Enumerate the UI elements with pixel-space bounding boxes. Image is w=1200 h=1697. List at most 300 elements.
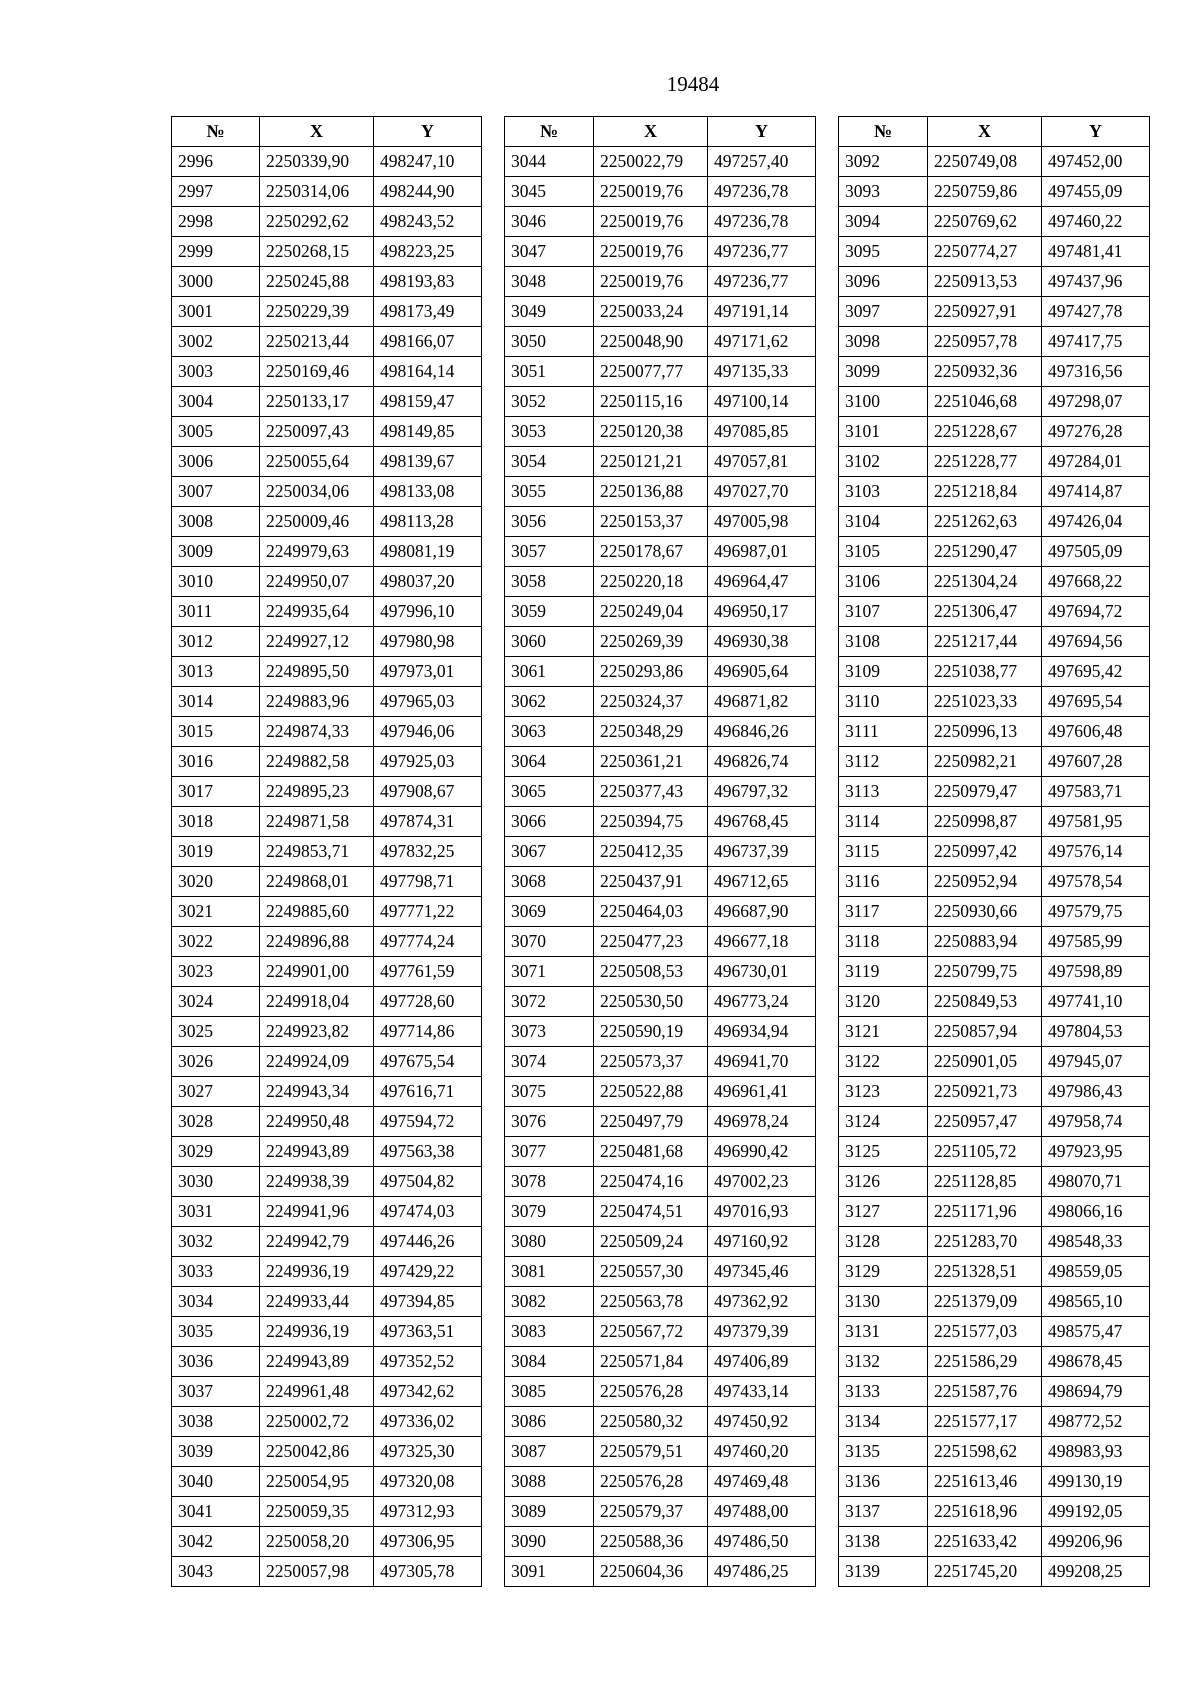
y-coordinate-cell: 497694,72 (1042, 597, 1150, 627)
y-coordinate-cell: 497455,09 (1042, 177, 1150, 207)
table-row (505, 417, 816, 447)
y-coordinate-cell: 497486,50 (708, 1527, 816, 1557)
y-coordinate-cell: 496730,01 (708, 957, 816, 987)
point-number-cell: 3088 (505, 1467, 594, 1497)
point-number-cell: 3046 (505, 207, 594, 237)
point-number-cell: 3049 (505, 297, 594, 327)
table-row (839, 177, 1150, 207)
table-row (172, 1227, 482, 1257)
x-coordinate-cell: 2250481,68 (594, 1137, 708, 1167)
point-number-cell: 3136 (839, 1467, 928, 1497)
point-number-cell: 3031 (172, 1197, 260, 1227)
table-row (505, 1437, 816, 1467)
table-row (505, 807, 816, 837)
x-coordinate-cell: 2250019,76 (594, 177, 708, 207)
point-number-cell: 3107 (839, 597, 928, 627)
point-number-cell: 3055 (505, 477, 594, 507)
y-coordinate-cell: 496737,39 (708, 837, 816, 867)
y-coordinate-cell: 496687,90 (708, 897, 816, 927)
y-coordinate-cell: 497100,14 (708, 387, 816, 417)
point-number-cell: 3061 (505, 657, 594, 687)
table-row (839, 897, 1150, 927)
table-row (839, 297, 1150, 327)
table-row (839, 717, 1150, 747)
point-number-cell: 3108 (839, 627, 928, 657)
point-number-cell: 3056 (505, 507, 594, 537)
point-number-cell: 3006 (172, 447, 260, 477)
table-row (505, 1557, 816, 1587)
x-coordinate-cell: 2251290,47 (928, 537, 1042, 567)
y-coordinate-cell: 497452,00 (1042, 147, 1150, 177)
x-coordinate-cell: 2250952,94 (928, 867, 1042, 897)
x-coordinate-cell: 2250022,79 (594, 147, 708, 177)
y-coordinate-cell: 499206,96 (1042, 1527, 1150, 1557)
coordinates-table-1 (171, 116, 482, 1587)
y-coordinate-cell: 497236,78 (708, 177, 816, 207)
point-number-cell: 3029 (172, 1137, 260, 1167)
table-row (172, 957, 482, 987)
table-row (505, 147, 816, 177)
column-header-number: № (505, 117, 594, 147)
table-row (172, 1257, 482, 1287)
x-coordinate-cell: 2250576,28 (594, 1467, 708, 1497)
table-row (839, 1317, 1150, 1347)
table-row (172, 147, 482, 177)
x-coordinate-cell: 2250245,88 (260, 267, 374, 297)
x-coordinate-cell: 2250573,37 (594, 1047, 708, 1077)
y-coordinate-cell: 497486,25 (708, 1557, 816, 1587)
table-row (839, 567, 1150, 597)
point-number-cell: 3074 (505, 1047, 594, 1077)
table-row (172, 1497, 482, 1527)
x-coordinate-cell: 2249918,04 (260, 987, 374, 1017)
table-row (172, 297, 482, 327)
point-number-cell: 3133 (839, 1377, 928, 1407)
point-number-cell: 3091 (505, 1557, 594, 1587)
point-number-cell: 3045 (505, 177, 594, 207)
x-coordinate-cell: 2250474,51 (594, 1197, 708, 1227)
point-number-cell: 3120 (839, 987, 928, 1017)
table-row (172, 1317, 482, 1347)
point-number-cell: 3034 (172, 1287, 260, 1317)
y-coordinate-cell: 498070,71 (1042, 1167, 1150, 1197)
x-coordinate-cell: 2249943,89 (260, 1347, 374, 1377)
point-number-cell: 3062 (505, 687, 594, 717)
point-number-cell: 3009 (172, 537, 260, 567)
point-number-cell: 3079 (505, 1197, 594, 1227)
table-row (505, 627, 816, 657)
x-coordinate-cell: 2250019,76 (594, 267, 708, 297)
header-row (505, 117, 816, 147)
point-number-cell: 3124 (839, 1107, 928, 1137)
table-row (839, 1227, 1150, 1257)
x-coordinate-cell: 2249936,19 (260, 1317, 374, 1347)
table-row (505, 207, 816, 237)
point-number-cell: 3022 (172, 927, 260, 957)
x-coordinate-cell: 2251046,68 (928, 387, 1042, 417)
table-row (505, 927, 816, 957)
table-row (505, 987, 816, 1017)
y-coordinate-cell: 498164,14 (374, 357, 482, 387)
header-row (172, 117, 482, 147)
x-coordinate-cell: 2250997,42 (928, 837, 1042, 867)
x-coordinate-cell: 2250178,67 (594, 537, 708, 567)
point-number-cell: 3017 (172, 777, 260, 807)
y-coordinate-cell: 497695,42 (1042, 657, 1150, 687)
point-number-cell: 3109 (839, 657, 928, 687)
y-coordinate-cell: 497488,00 (708, 1497, 816, 1527)
table-row (505, 1527, 816, 1557)
point-number-cell: 3059 (505, 597, 594, 627)
x-coordinate-cell: 2250292,62 (260, 207, 374, 237)
x-coordinate-cell: 2250412,35 (594, 837, 708, 867)
y-coordinate-cell: 497236,78 (708, 207, 816, 237)
y-coordinate-cell: 497675,54 (374, 1047, 482, 1077)
point-number-cell: 3013 (172, 657, 260, 687)
point-number-cell: 3075 (505, 1077, 594, 1107)
y-coordinate-cell: 497504,82 (374, 1167, 482, 1197)
table-row (839, 1167, 1150, 1197)
y-coordinate-cell: 498149,85 (374, 417, 482, 447)
table-row (172, 1137, 482, 1167)
column-header-x: X (594, 117, 708, 147)
table-row (839, 807, 1150, 837)
point-number-cell: 3018 (172, 807, 260, 837)
x-coordinate-cell: 2250530,50 (594, 987, 708, 1017)
point-number-cell: 3008 (172, 507, 260, 537)
table-row (505, 597, 816, 627)
point-number-cell: 3039 (172, 1437, 260, 1467)
y-coordinate-cell: 497446,26 (374, 1227, 482, 1257)
point-number-cell: 3038 (172, 1407, 260, 1437)
table-row (505, 357, 816, 387)
y-coordinate-cell: 497583,71 (1042, 777, 1150, 807)
y-coordinate-cell: 497085,85 (708, 417, 816, 447)
point-number-cell: 3100 (839, 387, 928, 417)
point-number-cell: 2996 (172, 147, 260, 177)
table-row (172, 537, 482, 567)
x-coordinate-cell: 2250957,47 (928, 1107, 1042, 1137)
page-number: 19484 (666, 72, 720, 96)
point-number-cell: 3060 (505, 627, 594, 657)
table-row (839, 987, 1150, 1017)
y-coordinate-cell: 499130,19 (1042, 1467, 1150, 1497)
y-coordinate-cell: 496987,01 (708, 537, 816, 567)
y-coordinate-cell: 496797,32 (708, 777, 816, 807)
x-coordinate-cell: 2251328,51 (928, 1257, 1042, 1287)
y-coordinate-cell: 498244,90 (374, 177, 482, 207)
y-coordinate-cell: 497362,92 (708, 1287, 816, 1317)
x-coordinate-cell: 2250464,03 (594, 897, 708, 927)
x-coordinate-cell: 2250437,91 (594, 867, 708, 897)
column-header-y: Y (708, 117, 816, 147)
point-number-cell: 3043 (172, 1557, 260, 1587)
table-row (839, 1197, 1150, 1227)
table-row (505, 867, 816, 897)
point-number-cell: 3042 (172, 1527, 260, 1557)
x-coordinate-cell: 2249927,12 (260, 627, 374, 657)
y-coordinate-cell: 498694,79 (1042, 1377, 1150, 1407)
table-row (505, 1077, 816, 1107)
y-coordinate-cell: 497426,04 (1042, 507, 1150, 537)
table-row (172, 417, 482, 447)
x-coordinate-cell: 2251587,76 (928, 1377, 1042, 1407)
y-coordinate-cell: 496773,24 (708, 987, 816, 1017)
point-number-cell: 3024 (172, 987, 260, 1017)
table-row (505, 897, 816, 927)
point-number-cell: 3086 (505, 1407, 594, 1437)
table-row (505, 297, 816, 327)
point-number-cell: 3139 (839, 1557, 928, 1587)
x-coordinate-cell: 2250293,86 (594, 657, 708, 687)
y-coordinate-cell: 498678,45 (1042, 1347, 1150, 1377)
point-number-cell: 3073 (505, 1017, 594, 1047)
table-row (172, 267, 482, 297)
x-coordinate-cell: 2251633,42 (928, 1527, 1042, 1557)
y-coordinate-cell: 497191,14 (708, 297, 816, 327)
table-row (839, 1047, 1150, 1077)
point-number-cell: 3097 (839, 297, 928, 327)
point-number-cell: 3111 (839, 717, 928, 747)
x-coordinate-cell: 2251379,09 (928, 1287, 1042, 1317)
point-number-cell: 3138 (839, 1527, 928, 1557)
point-number-cell: 3092 (839, 147, 928, 177)
x-coordinate-cell: 2249883,96 (260, 687, 374, 717)
x-coordinate-cell: 2250269,39 (594, 627, 708, 657)
point-number-cell: 3025 (172, 1017, 260, 1047)
y-coordinate-cell: 498133,08 (374, 477, 482, 507)
table-row (172, 207, 482, 237)
y-coordinate-cell: 497581,95 (1042, 807, 1150, 837)
x-coordinate-cell: 2250557,30 (594, 1257, 708, 1287)
table-row (172, 627, 482, 657)
x-coordinate-cell: 2250153,37 (594, 507, 708, 537)
point-number-cell: 3026 (172, 1047, 260, 1077)
y-coordinate-cell: 496950,17 (708, 597, 816, 627)
y-coordinate-cell: 498159,47 (374, 387, 482, 417)
table-row (839, 237, 1150, 267)
point-number-cell: 3007 (172, 477, 260, 507)
point-number-cell: 3051 (505, 357, 594, 387)
table-row (172, 897, 482, 927)
table-row (839, 507, 1150, 537)
point-number-cell: 3019 (172, 837, 260, 867)
x-coordinate-cell: 2249895,23 (260, 777, 374, 807)
table-row (172, 1557, 482, 1587)
y-coordinate-cell: 498223,25 (374, 237, 482, 267)
y-coordinate-cell: 497585,99 (1042, 927, 1150, 957)
point-number-cell: 3052 (505, 387, 594, 417)
x-coordinate-cell: 2250579,51 (594, 1437, 708, 1467)
x-coordinate-cell: 2250571,84 (594, 1347, 708, 1377)
point-number-cell: 3035 (172, 1317, 260, 1347)
table-row (505, 957, 816, 987)
table-row (172, 1347, 482, 1377)
y-coordinate-cell: 497057,81 (708, 447, 816, 477)
table-row (172, 1527, 482, 1557)
x-coordinate-cell: 2250019,76 (594, 237, 708, 267)
table-row (839, 477, 1150, 507)
table-row (172, 1197, 482, 1227)
x-coordinate-cell: 2250579,37 (594, 1497, 708, 1527)
point-number-cell: 3057 (505, 537, 594, 567)
x-coordinate-cell: 2249979,63 (260, 537, 374, 567)
y-coordinate-cell: 497694,56 (1042, 627, 1150, 657)
table-row (505, 747, 816, 777)
x-coordinate-cell: 2250055,64 (260, 447, 374, 477)
y-coordinate-cell: 497236,77 (708, 237, 816, 267)
x-coordinate-cell: 2250169,46 (260, 357, 374, 387)
y-coordinate-cell: 497316,56 (1042, 357, 1150, 387)
point-number-cell: 3070 (505, 927, 594, 957)
point-number-cell: 3131 (839, 1317, 928, 1347)
table-row (505, 1167, 816, 1197)
x-coordinate-cell: 2250048,90 (594, 327, 708, 357)
x-coordinate-cell: 2251228,67 (928, 417, 1042, 447)
point-number-cell: 3105 (839, 537, 928, 567)
table-row (839, 1377, 1150, 1407)
x-coordinate-cell: 2249961,48 (260, 1377, 374, 1407)
point-number-cell: 3114 (839, 807, 928, 837)
y-coordinate-cell: 497606,48 (1042, 717, 1150, 747)
x-coordinate-cell: 2251586,29 (928, 1347, 1042, 1377)
point-number-cell: 3102 (839, 447, 928, 477)
table-row (839, 1527, 1150, 1557)
x-coordinate-cell: 2251306,47 (928, 597, 1042, 627)
y-coordinate-cell: 496964,47 (708, 567, 816, 597)
y-coordinate-cell: 497474,03 (374, 1197, 482, 1227)
x-coordinate-cell: 2250042,86 (260, 1437, 374, 1467)
x-coordinate-cell: 2250033,24 (594, 297, 708, 327)
coordinates-table-2 (504, 116, 816, 1587)
y-coordinate-cell: 496978,24 (708, 1107, 816, 1137)
table-row (505, 1347, 816, 1377)
x-coordinate-cell: 2250927,91 (928, 297, 1042, 327)
table-row (839, 417, 1150, 447)
point-number-cell: 3015 (172, 717, 260, 747)
x-coordinate-cell: 2249943,89 (260, 1137, 374, 1167)
table-row (505, 1257, 816, 1287)
point-number-cell: 3002 (172, 327, 260, 357)
y-coordinate-cell: 497607,28 (1042, 747, 1150, 777)
x-coordinate-cell: 2251618,96 (928, 1497, 1042, 1527)
y-coordinate-cell: 497563,38 (374, 1137, 482, 1167)
x-coordinate-cell: 2250034,06 (260, 477, 374, 507)
x-coordinate-cell: 2250229,39 (260, 297, 374, 327)
table-row (172, 927, 482, 957)
point-number-cell: 3132 (839, 1347, 928, 1377)
y-coordinate-cell: 497171,62 (708, 327, 816, 357)
point-number-cell: 3122 (839, 1047, 928, 1077)
x-coordinate-cell: 2250394,75 (594, 807, 708, 837)
column-header-number: № (172, 117, 260, 147)
table-row (172, 327, 482, 357)
y-coordinate-cell: 497320,08 (374, 1467, 482, 1497)
point-number-cell: 3084 (505, 1347, 594, 1377)
y-coordinate-cell: 497429,22 (374, 1257, 482, 1287)
x-coordinate-cell: 2250019,76 (594, 207, 708, 237)
y-coordinate-cell: 497414,87 (1042, 477, 1150, 507)
x-coordinate-cell: 2250361,21 (594, 747, 708, 777)
column-header-x: X (928, 117, 1042, 147)
y-coordinate-cell: 497973,01 (374, 657, 482, 687)
point-number-cell: 3071 (505, 957, 594, 987)
point-number-cell: 3069 (505, 897, 594, 927)
point-number-cell: 3012 (172, 627, 260, 657)
y-coordinate-cell: 497379,39 (708, 1317, 816, 1347)
y-coordinate-cell: 497579,75 (1042, 897, 1150, 927)
point-number-cell: 3094 (839, 207, 928, 237)
table-row (505, 1137, 816, 1167)
x-coordinate-cell: 2250921,73 (928, 1077, 1042, 1107)
point-number-cell: 3137 (839, 1497, 928, 1527)
x-coordinate-cell: 2250314,06 (260, 177, 374, 207)
table-row (505, 177, 816, 207)
x-coordinate-cell: 2250136,88 (594, 477, 708, 507)
point-number-cell: 3113 (839, 777, 928, 807)
table-row (839, 1497, 1150, 1527)
x-coordinate-cell: 2250604,36 (594, 1557, 708, 1587)
x-coordinate-cell: 2250508,53 (594, 957, 708, 987)
y-coordinate-cell: 498037,20 (374, 567, 482, 597)
y-coordinate-cell: 497594,72 (374, 1107, 482, 1137)
x-coordinate-cell: 2251023,33 (928, 687, 1042, 717)
y-coordinate-cell: 496934,94 (708, 1017, 816, 1047)
y-coordinate-cell: 496905,64 (708, 657, 816, 687)
point-number-cell: 3053 (505, 417, 594, 447)
x-coordinate-cell: 2250509,24 (594, 1227, 708, 1257)
y-coordinate-cell: 496768,45 (708, 807, 816, 837)
column-header-x: X (260, 117, 374, 147)
x-coordinate-cell: 2250849,53 (928, 987, 1042, 1017)
y-coordinate-cell: 496826,74 (708, 747, 816, 777)
point-number-cell: 3016 (172, 747, 260, 777)
y-coordinate-cell: 497298,07 (1042, 387, 1150, 417)
y-coordinate-cell: 497578,54 (1042, 867, 1150, 897)
x-coordinate-cell: 2250058,20 (260, 1527, 374, 1557)
point-number-cell: 3054 (505, 447, 594, 477)
point-number-cell: 3065 (505, 777, 594, 807)
y-coordinate-cell: 496871,82 (708, 687, 816, 717)
y-coordinate-cell: 497352,52 (374, 1347, 482, 1377)
x-coordinate-cell: 2250115,16 (594, 387, 708, 417)
x-coordinate-cell: 2249896,88 (260, 927, 374, 957)
y-coordinate-cell: 497312,93 (374, 1497, 482, 1527)
point-number-cell: 3082 (505, 1287, 594, 1317)
x-coordinate-cell: 2250883,94 (928, 927, 1042, 957)
x-coordinate-cell: 2251218,84 (928, 477, 1042, 507)
table-row (839, 1017, 1150, 1047)
y-coordinate-cell: 497714,86 (374, 1017, 482, 1047)
x-coordinate-cell: 2250749,08 (928, 147, 1042, 177)
table-row (505, 837, 816, 867)
table-row (839, 1107, 1150, 1137)
point-number-cell: 3033 (172, 1257, 260, 1287)
point-number-cell: 2998 (172, 207, 260, 237)
table-row (505, 267, 816, 297)
table-row (839, 627, 1150, 657)
table-row (505, 1197, 816, 1227)
point-number-cell: 2997 (172, 177, 260, 207)
column-header-number: № (839, 117, 928, 147)
point-number-cell: 3099 (839, 357, 928, 387)
y-coordinate-cell: 497958,74 (1042, 1107, 1150, 1137)
table-row (172, 867, 482, 897)
point-number-cell: 3000 (172, 267, 260, 297)
table-row (505, 447, 816, 477)
y-coordinate-cell: 497305,78 (374, 1557, 482, 1587)
table-row (172, 1467, 482, 1497)
